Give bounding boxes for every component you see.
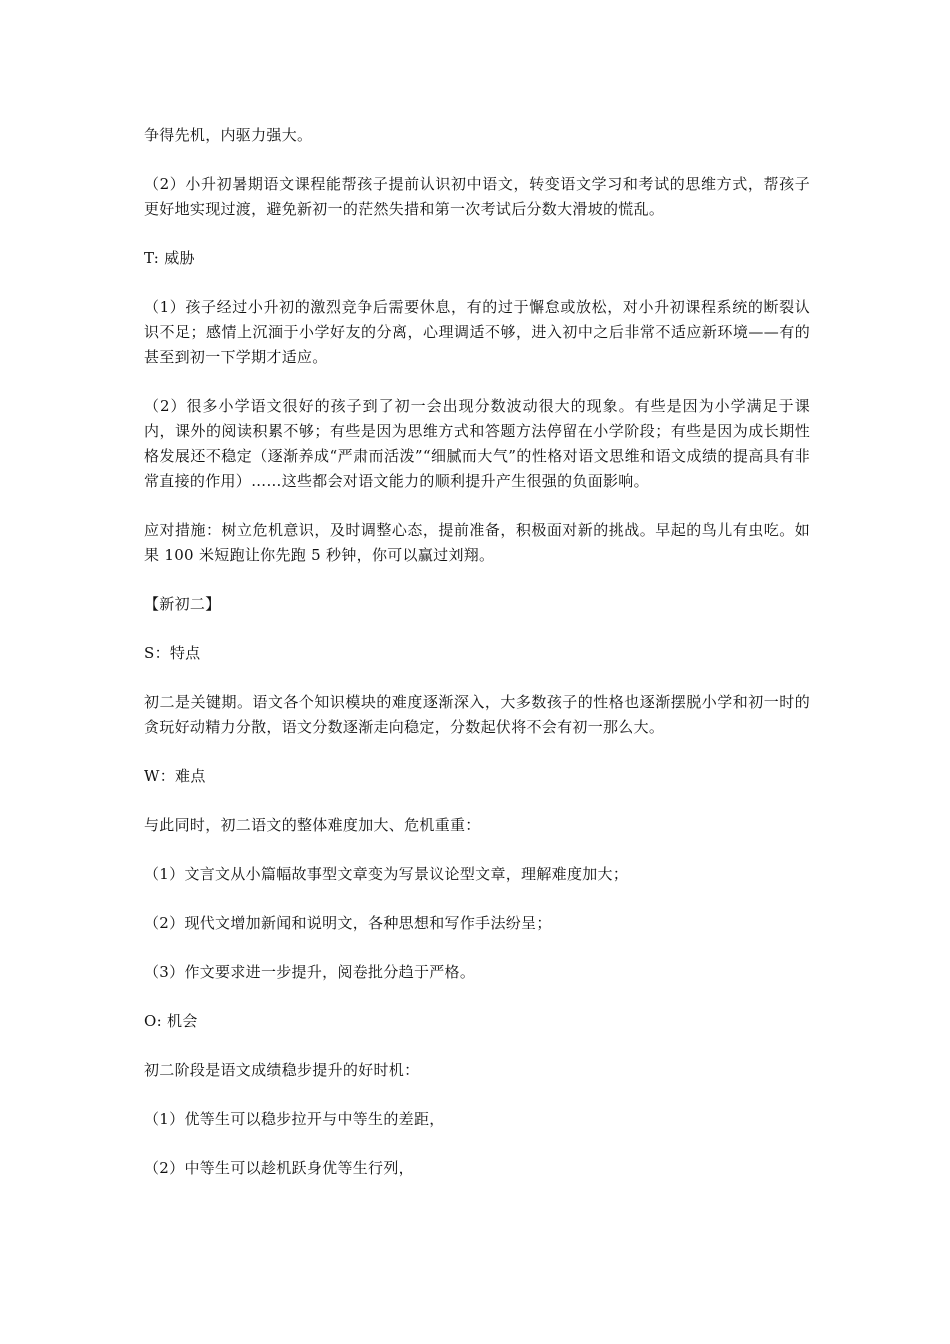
paragraph-threat-1: （1）孩子经过小升初的激烈竞争后需要休息，有的过于懈怠或放松，对小升初课程系统的断裂认识不足；感情上沉湎于小学好友的分离，心理调适不够，进入初中之后非常不适应新环境——有的甚至到初一下学期才适应。 (144, 298, 810, 366)
heading-opportunities: O: 机会 (144, 1012, 198, 1030)
document-body (144, 123, 810, 1205)
heading-strengths: S：特点 (144, 644, 201, 662)
heading-threat: T: 威胁 (144, 249, 195, 267)
paragraph-intro-continuation: 争得先机，内驱力强大。 (144, 126, 313, 144)
paragraph-opportunity-intro: 初二阶段是语文成绩稳步提升的好时机： (144, 1061, 420, 1079)
list-item-opportunity-1: （1）优等生可以稳步拉开与中等生的差距， (144, 1110, 445, 1128)
paragraph-grade-8-characteristics: 初二是关键期。语文各个知识模块的难度逐渐深入，大多数孩子的性格也逐渐摆脱小学和初一时的贪玩好动精力分散，语文分数逐渐走向稳定，分数起伏将不会有初一那么大。 (144, 693, 810, 736)
paragraph-opportunity-2: （2）小升初暑期语文课程能帮孩子提前认识初中语文，转变语文学习和考试的思维方式，帮孩子更好地实现过渡，避免新初一的茫然失措和第一次考试后分数大滑坡的慌乱。 (144, 175, 810, 218)
list-item-difficulty-1: （1）文言文从小篇幅故事型文章变为写景议论型文章，理解难度加大； (144, 865, 629, 883)
paragraph-countermeasures: 应对措施：树立危机意识，及时调整心态，提前准备，积极面对新的挑战。早起的鸟儿有虫吃。如果 100 米短跑让你先跑 5 秒钟，你可以赢过刘翔。 (144, 521, 810, 564)
heading-weaknesses: W：难点 (144, 767, 206, 785)
list-item-difficulty-2: （2）现代文增加新闻和说明文，各种思想和写作手法纷呈； (144, 914, 552, 932)
list-item-opportunity-2: （2）中等生可以趁机跃身优等生行列， (144, 1159, 414, 1177)
section-heading-grade-8: 【新初二】 (144, 595, 221, 613)
paragraph-threat-2: （2）很多小学语文很好的孩子到了初一会出现分数波动很大的现象。有些是因为小学满足于课内，课外的阅读积累不够；有些是因为思维方式和答题方法停留在小学阶段；有些是因为成长期性格发展还不稳定（逐渐养成“严肃而活泼”“细腻而大气”的性格对语文思维和语文成绩的提高具有非常直接的作用）……这些都会对语文能力的顺利提升产生很强的负面影响。 (144, 397, 810, 490)
paragraph-difficulty-intro: 与此同时，初二语文的整体难度加大、危机重重： (144, 816, 481, 834)
list-item-difficulty-3: （3）作文要求进一步提升，阅卷批分趋于严格。 (144, 963, 476, 981)
